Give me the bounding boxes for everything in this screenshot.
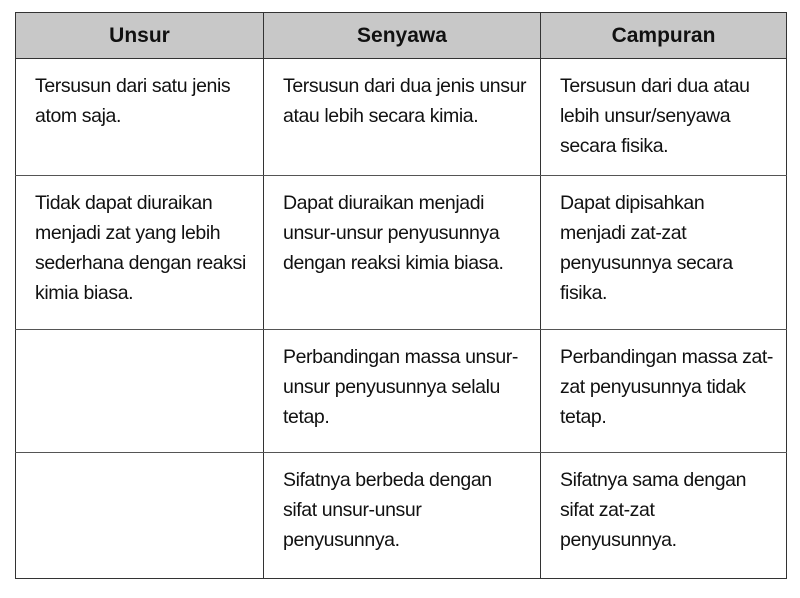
cell-campuran: Dapat dipisahkan menjadi zat-zat penyusunnya secara fisika.: [541, 176, 787, 330]
cell-unsur-empty: [16, 453, 264, 579]
cell-campuran: Tersusun dari dua atau lebih unsur/senyawa secara fisika.: [541, 59, 787, 176]
comparison-table: [15, 12, 787, 579]
table-row: [16, 330, 787, 453]
cell-senyawa: Perbandingan massa unsur-unsur penyusunnya selalu tetap.: [264, 330, 541, 453]
cell-senyawa: Sifatnya berbeda dengan sifat unsur-unsur penyusunnya.: [264, 453, 541, 579]
table-row: [16, 59, 787, 176]
header-campuran: Campuran: [541, 13, 787, 59]
cell-unsur: Tersusun dari satu jenis atom saja.: [16, 59, 264, 176]
cell-unsur-empty: [16, 330, 264, 453]
cell-campuran: Sifatnya sama dengan sifat zat-zat penyusunnya.: [541, 453, 787, 579]
table-row: [16, 453, 787, 579]
header-unsur: Unsur: [16, 13, 264, 59]
cell-senyawa: Tersusun dari dua jenis unsur atau lebih secara kimia.: [264, 59, 541, 176]
table-row: [16, 176, 787, 330]
cell-senyawa: Dapat diuraikan menjadi unsur-unsur penyusunnya dengan reaksi kimia biasa.: [264, 176, 541, 330]
cell-unsur: Tidak dapat diuraikan menjadi zat yang lebih sederhana dengan reaksi kimia biasa.: [16, 176, 264, 330]
header-row: [16, 13, 787, 59]
header-senyawa: Senyawa: [264, 13, 541, 59]
cell-campuran: Perbandingan massa zat-zat penyusunnya tidak tetap.: [541, 330, 787, 453]
